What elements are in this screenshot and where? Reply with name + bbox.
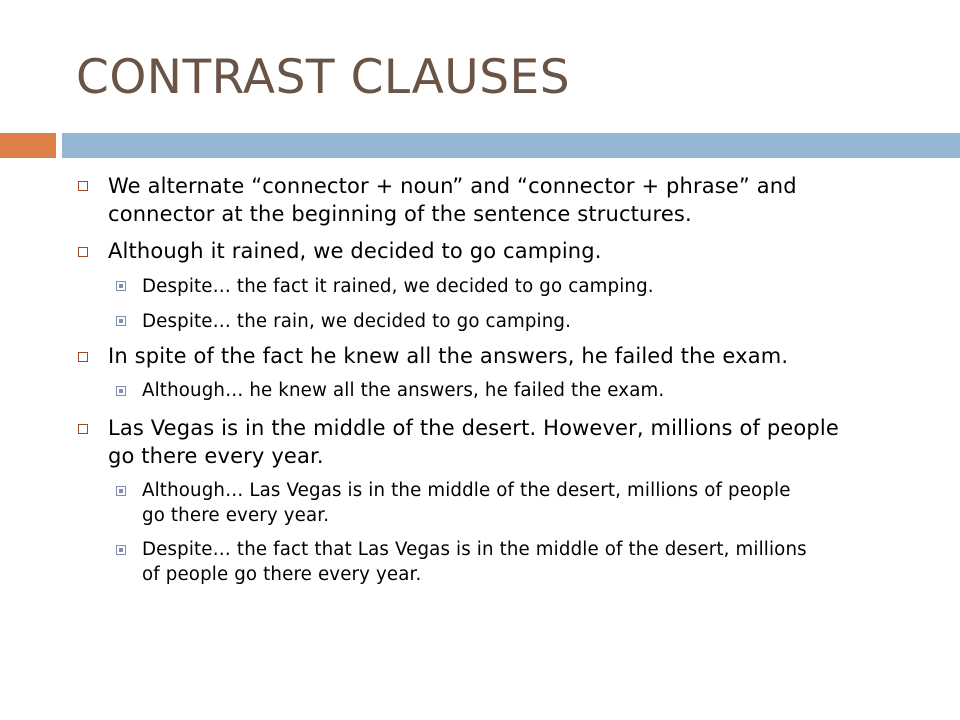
filled-square-icon (116, 316, 126, 326)
filled-square-icon (116, 386, 126, 396)
bullet-text-line: Although it rained, we decided to go camping. (108, 239, 602, 263)
sub-bullet-text-line: go there every year. (142, 505, 330, 526)
slide-title: CONTRAST CLAUSES (76, 50, 571, 105)
bullet-text-line: In spite of the fact he knew all the answers, he failed the exam. (108, 344, 789, 368)
hollow-square-icon (78, 247, 88, 257)
sub-bullet-text-line: Despite… the fact it rained, we decided to go camping. (142, 276, 654, 297)
sub-bullet-text-line: Although… Las Vegas is in the middle of the desert, millions of people (142, 480, 791, 501)
hollow-square-icon (78, 352, 88, 362)
filled-square-icon (116, 486, 126, 496)
sub-bullet-text-line: Despite… the fact that Las Vegas is in the middle of the desert, millions (142, 539, 807, 560)
sub-bullet-text-line: Despite… the rain, we decided to go camping. (142, 311, 572, 332)
hollow-square-icon (78, 424, 88, 434)
bullet-text-line: connector at the beginning of the sentence structures. (108, 202, 692, 226)
hollow-square-icon (78, 181, 88, 191)
bullet-text-line: We alternate “connector + noun” and “connector + phrase” and (108, 174, 797, 198)
filled-square-icon (116, 545, 126, 555)
sub-bullet-text-line: of people go there every year. (142, 564, 422, 585)
bullet-text-line: go there every year. (108, 444, 324, 468)
filled-square-icon (116, 281, 126, 291)
bullet-text-line: Las Vegas is in the middle of the desert. However, millions of people (108, 416, 839, 440)
sub-bullet-text-line: Although… he knew all the answers, he failed the exam. (142, 380, 665, 401)
